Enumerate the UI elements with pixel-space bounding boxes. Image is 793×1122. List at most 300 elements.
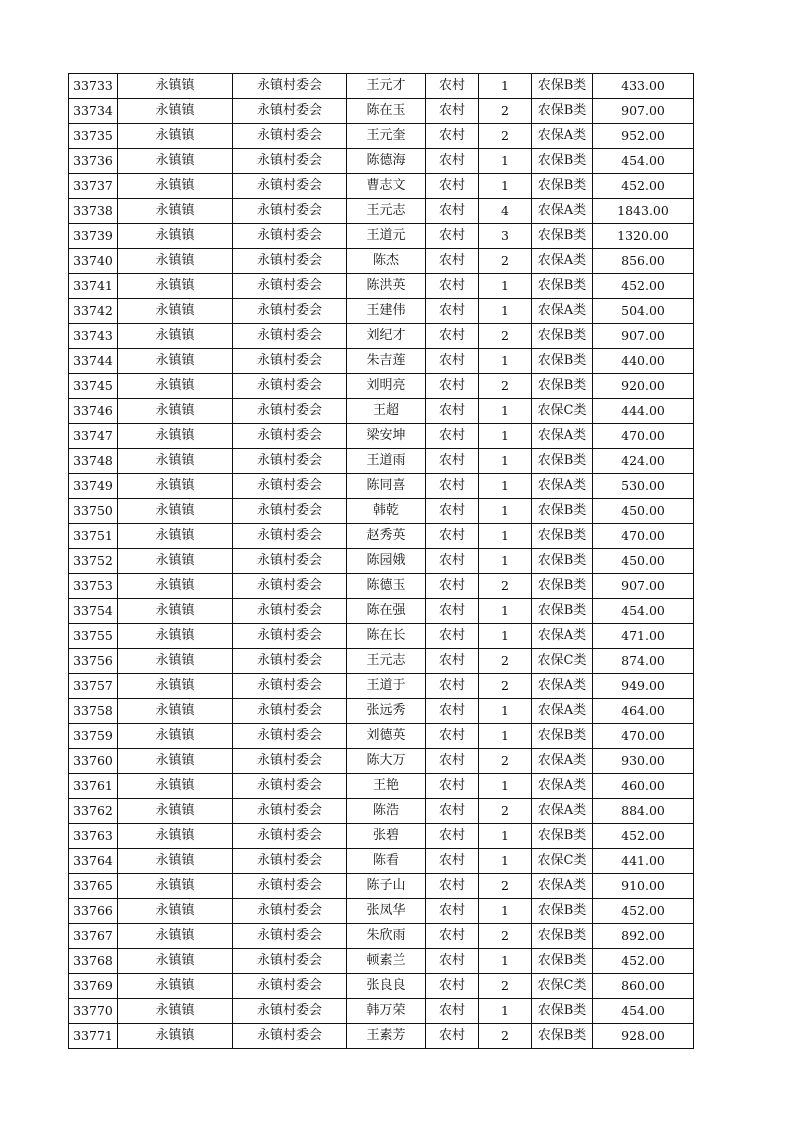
household-type-cell: 农村 [426, 74, 479, 99]
record-id-cell: 33749 [69, 474, 118, 499]
person-name-cell: 王道元 [347, 224, 426, 249]
member-count-cell: 1 [479, 899, 532, 924]
record-id-cell: 33757 [69, 674, 118, 699]
table-row [69, 574, 694, 599]
town-cell: 永镇镇 [118, 224, 233, 249]
member-count-cell: 2 [479, 574, 532, 599]
amount-cell: 444.00 [593, 399, 694, 424]
table-row [69, 849, 694, 874]
town-cell: 永镇镇 [118, 274, 233, 299]
town-cell: 永镇镇 [118, 774, 233, 799]
amount-cell: 952.00 [593, 124, 694, 149]
record-id-cell: 33751 [69, 524, 118, 549]
record-id-cell: 33736 [69, 149, 118, 174]
insurance-category-cell: 农保B类 [532, 499, 593, 524]
person-name-cell: 陈子山 [347, 874, 426, 899]
village-committee-cell: 永镇村委会 [233, 449, 347, 474]
table-row [69, 149, 694, 174]
town-cell: 永镇镇 [118, 199, 233, 224]
town-cell: 永镇镇 [118, 949, 233, 974]
insurance-category-cell: 农保B类 [532, 274, 593, 299]
insurance-category-cell: 农保B类 [532, 349, 593, 374]
insurance-category-cell: 农保B类 [532, 99, 593, 124]
household-type-cell: 农村 [426, 649, 479, 674]
household-type-cell: 农村 [426, 274, 479, 299]
insurance-category-cell: 农保A类 [532, 124, 593, 149]
household-type-cell: 农村 [426, 149, 479, 174]
member-count-cell: 1 [479, 724, 532, 749]
member-count-cell: 1 [479, 449, 532, 474]
table-row [69, 324, 694, 349]
table-row [69, 599, 694, 624]
record-id-cell: 33762 [69, 799, 118, 824]
household-type-cell: 农村 [426, 349, 479, 374]
town-cell: 永镇镇 [118, 749, 233, 774]
village-committee-cell: 永镇村委会 [233, 549, 347, 574]
person-name-cell: 刘德英 [347, 724, 426, 749]
town-cell: 永镇镇 [118, 374, 233, 399]
town-cell: 永镇镇 [118, 99, 233, 124]
amount-cell: 441.00 [593, 849, 694, 874]
town-cell: 永镇镇 [118, 474, 233, 499]
village-committee-cell: 永镇村委会 [233, 524, 347, 549]
town-cell: 永镇镇 [118, 574, 233, 599]
table-row [69, 924, 694, 949]
member-count-cell: 2 [479, 649, 532, 674]
record-id-cell: 33747 [69, 424, 118, 449]
member-count-cell: 2 [479, 249, 532, 274]
insurance-category-cell: 农保A类 [532, 474, 593, 499]
person-name-cell: 陈大万 [347, 749, 426, 774]
member-count-cell: 2 [479, 99, 532, 124]
amount-cell: 504.00 [593, 299, 694, 324]
record-id-cell: 33738 [69, 199, 118, 224]
member-count-cell: 1 [479, 824, 532, 849]
record-id-cell: 33745 [69, 374, 118, 399]
person-name-cell: 朱吉莲 [347, 349, 426, 374]
village-committee-cell: 永镇村委会 [233, 1024, 347, 1049]
town-cell: 永镇镇 [118, 399, 233, 424]
village-committee-cell: 永镇村委会 [233, 249, 347, 274]
amount-cell: 454.00 [593, 149, 694, 174]
record-id-cell: 33735 [69, 124, 118, 149]
table-row [69, 499, 694, 524]
table-row [69, 349, 694, 374]
record-id-cell: 33766 [69, 899, 118, 924]
village-committee-cell: 永镇村委会 [233, 749, 347, 774]
member-count-cell: 1 [479, 299, 532, 324]
record-id-cell: 33737 [69, 174, 118, 199]
person-name-cell: 王素芳 [347, 1024, 426, 1049]
household-type-cell: 农村 [426, 749, 479, 774]
amount-cell: 460.00 [593, 774, 694, 799]
insurance-category-cell: 农保B类 [532, 449, 593, 474]
record-id-cell: 33742 [69, 299, 118, 324]
person-name-cell: 张碧 [347, 824, 426, 849]
table-row [69, 874, 694, 899]
person-name-cell: 张凤华 [347, 899, 426, 924]
table-row [69, 524, 694, 549]
record-id-cell: 33769 [69, 974, 118, 999]
household-type-cell: 农村 [426, 524, 479, 549]
table-row [69, 949, 694, 974]
person-name-cell: 陈德玉 [347, 574, 426, 599]
insurance-category-cell: 农保B类 [532, 999, 593, 1024]
village-committee-cell: 永镇村委会 [233, 224, 347, 249]
amount-cell: 874.00 [593, 649, 694, 674]
table-row [69, 199, 694, 224]
table-row [69, 299, 694, 324]
amount-cell: 928.00 [593, 1024, 694, 1049]
town-cell: 永镇镇 [118, 1024, 233, 1049]
household-type-cell: 农村 [426, 449, 479, 474]
insurance-category-cell: 农保A类 [532, 874, 593, 899]
village-committee-cell: 永镇村委会 [233, 999, 347, 1024]
village-committee-cell: 永镇村委会 [233, 824, 347, 849]
village-committee-cell: 永镇村委会 [233, 874, 347, 899]
town-cell: 永镇镇 [118, 149, 233, 174]
member-count-cell: 2 [479, 799, 532, 824]
household-type-cell: 农村 [426, 549, 479, 574]
insurance-category-cell: 农保B类 [532, 374, 593, 399]
member-count-cell: 1 [479, 149, 532, 174]
household-type-cell: 农村 [426, 949, 479, 974]
table-row [69, 624, 694, 649]
member-count-cell: 2 [479, 1024, 532, 1049]
town-cell: 永镇镇 [118, 649, 233, 674]
table-row [69, 449, 694, 474]
amount-cell: 884.00 [593, 799, 694, 824]
member-count-cell: 1 [479, 549, 532, 574]
table-row [69, 699, 694, 724]
record-id-cell: 33760 [69, 749, 118, 774]
table-row [69, 424, 694, 449]
member-count-cell: 2 [479, 749, 532, 774]
table-row [69, 274, 694, 299]
table-row [69, 899, 694, 924]
amount-cell: 433.00 [593, 74, 694, 99]
person-name-cell: 刘纪才 [347, 324, 426, 349]
person-name-cell: 赵秀英 [347, 524, 426, 549]
person-name-cell: 陈德海 [347, 149, 426, 174]
person-name-cell: 王艳 [347, 774, 426, 799]
member-count-cell: 1 [479, 349, 532, 374]
record-id-cell: 33734 [69, 99, 118, 124]
record-id-cell: 33761 [69, 774, 118, 799]
record-id-cell: 33763 [69, 824, 118, 849]
insurance-category-cell: 农保B类 [532, 174, 593, 199]
table-row [69, 824, 694, 849]
person-name-cell: 陈洪英 [347, 274, 426, 299]
village-committee-cell: 永镇村委会 [233, 599, 347, 624]
person-name-cell: 王元才 [347, 74, 426, 99]
member-count-cell: 2 [479, 674, 532, 699]
person-name-cell: 王元志 [347, 199, 426, 224]
record-id-cell: 33759 [69, 724, 118, 749]
village-committee-cell: 永镇村委会 [233, 399, 347, 424]
household-type-cell: 农村 [426, 124, 479, 149]
insurance-category-cell: 农保B类 [532, 524, 593, 549]
village-committee-cell: 永镇村委会 [233, 74, 347, 99]
record-id-cell: 33739 [69, 224, 118, 249]
table-row [69, 549, 694, 574]
village-committee-cell: 永镇村委会 [233, 674, 347, 699]
insurance-category-cell: 农保C类 [532, 849, 593, 874]
insurance-category-cell: 农保A类 [532, 674, 593, 699]
table-row [69, 474, 694, 499]
amount-cell: 920.00 [593, 374, 694, 399]
person-name-cell: 王元志 [347, 649, 426, 674]
person-name-cell: 王道于 [347, 674, 426, 699]
household-type-cell: 农村 [426, 899, 479, 924]
town-cell: 永镇镇 [118, 299, 233, 324]
record-id-cell: 33758 [69, 699, 118, 724]
town-cell: 永镇镇 [118, 824, 233, 849]
town-cell: 永镇镇 [118, 849, 233, 874]
record-id-cell: 33755 [69, 624, 118, 649]
household-type-cell: 农村 [426, 799, 479, 824]
household-type-cell: 农村 [426, 624, 479, 649]
person-name-cell: 陈在长 [347, 624, 426, 649]
household-type-cell: 农村 [426, 424, 479, 449]
household-type-cell: 农村 [426, 974, 479, 999]
amount-cell: 471.00 [593, 624, 694, 649]
village-committee-cell: 永镇村委会 [233, 924, 347, 949]
record-id-cell: 33771 [69, 1024, 118, 1049]
record-id-cell: 33743 [69, 324, 118, 349]
household-type-cell: 农村 [426, 674, 479, 699]
village-committee-cell: 永镇村委会 [233, 174, 347, 199]
member-count-cell: 1 [479, 849, 532, 874]
town-cell: 永镇镇 [118, 999, 233, 1024]
member-count-cell: 1 [479, 599, 532, 624]
town-cell: 永镇镇 [118, 724, 233, 749]
household-type-cell: 农村 [426, 599, 479, 624]
insurance-category-cell: 农保A类 [532, 299, 593, 324]
town-cell: 永镇镇 [118, 174, 233, 199]
amount-cell: 860.00 [593, 974, 694, 999]
amount-cell: 450.00 [593, 549, 694, 574]
insurance-category-cell: 农保B类 [532, 574, 593, 599]
member-count-cell: 2 [479, 124, 532, 149]
person-name-cell: 顿素兰 [347, 949, 426, 974]
insurance-category-cell: 农保A类 [532, 199, 593, 224]
town-cell: 永镇镇 [118, 324, 233, 349]
town-cell: 永镇镇 [118, 524, 233, 549]
town-cell: 永镇镇 [118, 899, 233, 924]
amount-cell: 454.00 [593, 999, 694, 1024]
town-cell: 永镇镇 [118, 449, 233, 474]
member-count-cell: 1 [479, 274, 532, 299]
village-committee-cell: 永镇村委会 [233, 324, 347, 349]
insurance-category-cell: 农保A类 [532, 749, 593, 774]
insurance-category-cell: 农保C类 [532, 974, 593, 999]
member-count-cell: 2 [479, 924, 532, 949]
member-count-cell: 2 [479, 324, 532, 349]
member-count-cell: 1 [479, 74, 532, 99]
record-id-cell: 33754 [69, 599, 118, 624]
member-count-cell: 1 [479, 949, 532, 974]
member-count-cell: 1 [479, 174, 532, 199]
insurance-category-cell: 农保B类 [532, 949, 593, 974]
town-cell: 永镇镇 [118, 124, 233, 149]
village-committee-cell: 永镇村委会 [233, 349, 347, 374]
member-count-cell: 1 [479, 399, 532, 424]
household-type-cell: 农村 [426, 224, 479, 249]
village-committee-cell: 永镇村委会 [233, 474, 347, 499]
town-cell: 永镇镇 [118, 424, 233, 449]
member-count-cell: 1 [479, 474, 532, 499]
household-type-cell: 农村 [426, 474, 479, 499]
person-name-cell: 王元奎 [347, 124, 426, 149]
person-name-cell: 张远秀 [347, 699, 426, 724]
record-id-cell: 33750 [69, 499, 118, 524]
amount-cell: 450.00 [593, 499, 694, 524]
member-count-cell: 1 [479, 424, 532, 449]
insurance-category-cell: 农保B类 [532, 899, 593, 924]
data-table [68, 73, 694, 1049]
person-name-cell: 陈同喜 [347, 474, 426, 499]
member-count-cell: 1 [479, 699, 532, 724]
village-committee-cell: 永镇村委会 [233, 574, 347, 599]
village-committee-cell: 永镇村委会 [233, 974, 347, 999]
amount-cell: 856.00 [593, 249, 694, 274]
household-type-cell: 农村 [426, 99, 479, 124]
insurance-category-cell: 农保A类 [532, 624, 593, 649]
village-committee-cell: 永镇村委会 [233, 724, 347, 749]
record-id-cell: 33767 [69, 924, 118, 949]
town-cell: 永镇镇 [118, 349, 233, 374]
insurance-category-cell: 农保C类 [532, 649, 593, 674]
household-type-cell: 农村 [426, 924, 479, 949]
record-id-cell: 33770 [69, 999, 118, 1024]
amount-cell: 907.00 [593, 99, 694, 124]
village-committee-cell: 永镇村委会 [233, 374, 347, 399]
household-type-cell: 农村 [426, 499, 479, 524]
insurance-category-cell: 农保B类 [532, 324, 593, 349]
amount-cell: 470.00 [593, 524, 694, 549]
town-cell: 永镇镇 [118, 499, 233, 524]
record-id-cell: 33765 [69, 874, 118, 899]
town-cell: 永镇镇 [118, 549, 233, 574]
insurance-category-cell: 农保A类 [532, 424, 593, 449]
amount-cell: 910.00 [593, 874, 694, 899]
amount-cell: 892.00 [593, 924, 694, 949]
household-type-cell: 农村 [426, 774, 479, 799]
household-type-cell: 农村 [426, 199, 479, 224]
record-id-cell: 33741 [69, 274, 118, 299]
amount-cell: 1320.00 [593, 224, 694, 249]
member-count-cell: 1 [479, 499, 532, 524]
village-committee-cell: 永镇村委会 [233, 649, 347, 674]
table-row [69, 224, 694, 249]
insurance-category-cell: 农保B类 [532, 824, 593, 849]
village-committee-cell: 永镇村委会 [233, 499, 347, 524]
insurance-category-cell: 农保A类 [532, 799, 593, 824]
household-type-cell: 农村 [426, 299, 479, 324]
village-committee-cell: 永镇村委会 [233, 274, 347, 299]
town-cell: 永镇镇 [118, 74, 233, 99]
person-name-cell: 朱欣雨 [347, 924, 426, 949]
record-id-cell: 33764 [69, 849, 118, 874]
table-row [69, 724, 694, 749]
member-count-cell: 2 [479, 374, 532, 399]
person-name-cell: 陈看 [347, 849, 426, 874]
table-row [69, 99, 694, 124]
insurance-category-cell: 农保B类 [532, 599, 593, 624]
insurance-category-cell: 农保A类 [532, 774, 593, 799]
insurance-category-cell: 农保A类 [532, 699, 593, 724]
amount-cell: 424.00 [593, 449, 694, 474]
amount-cell: 452.00 [593, 174, 694, 199]
village-committee-cell: 永镇村委会 [233, 699, 347, 724]
household-type-cell: 农村 [426, 1024, 479, 1049]
insurance-category-cell: 农保B类 [532, 74, 593, 99]
amount-cell: 1843.00 [593, 199, 694, 224]
table-row [69, 1024, 694, 1049]
person-name-cell: 曹志文 [347, 174, 426, 199]
table-row [69, 999, 694, 1024]
person-name-cell: 陈在强 [347, 599, 426, 624]
record-id-cell: 33756 [69, 649, 118, 674]
household-type-cell: 农村 [426, 849, 479, 874]
insurance-category-cell: 农保B类 [532, 549, 593, 574]
table-row [69, 674, 694, 699]
person-name-cell: 梁安坤 [347, 424, 426, 449]
household-type-cell: 农村 [426, 874, 479, 899]
record-id-cell: 33752 [69, 549, 118, 574]
record-id-cell: 33768 [69, 949, 118, 974]
member-count-cell: 4 [479, 199, 532, 224]
household-type-cell: 农村 [426, 824, 479, 849]
table-row [69, 799, 694, 824]
table-row [69, 74, 694, 99]
record-id-cell: 33753 [69, 574, 118, 599]
town-cell: 永镇镇 [118, 249, 233, 274]
member-count-cell: 2 [479, 974, 532, 999]
table-row [69, 124, 694, 149]
person-name-cell: 张良良 [347, 974, 426, 999]
amount-cell: 530.00 [593, 474, 694, 499]
village-committee-cell: 永镇村委会 [233, 99, 347, 124]
table-row [69, 749, 694, 774]
person-name-cell: 王道雨 [347, 449, 426, 474]
household-type-cell: 农村 [426, 999, 479, 1024]
person-name-cell: 陈浩 [347, 799, 426, 824]
town-cell: 永镇镇 [118, 874, 233, 899]
person-name-cell: 陈杰 [347, 249, 426, 274]
household-type-cell: 农村 [426, 574, 479, 599]
record-id-cell: 33746 [69, 399, 118, 424]
person-name-cell: 陈园娥 [347, 549, 426, 574]
village-committee-cell: 永镇村委会 [233, 899, 347, 924]
table-row [69, 174, 694, 199]
village-committee-cell: 永镇村委会 [233, 624, 347, 649]
village-committee-cell: 永镇村委会 [233, 799, 347, 824]
insurance-category-cell: 农保C类 [532, 399, 593, 424]
person-name-cell: 王超 [347, 399, 426, 424]
record-id-cell: 33744 [69, 349, 118, 374]
table-row [69, 974, 694, 999]
village-committee-cell: 永镇村委会 [233, 424, 347, 449]
household-type-cell: 农村 [426, 399, 479, 424]
amount-cell: 470.00 [593, 424, 694, 449]
household-type-cell: 农村 [426, 374, 479, 399]
household-type-cell: 农村 [426, 724, 479, 749]
insurance-category-cell: 农保B类 [532, 224, 593, 249]
amount-cell: 452.00 [593, 949, 694, 974]
table-row [69, 249, 694, 274]
